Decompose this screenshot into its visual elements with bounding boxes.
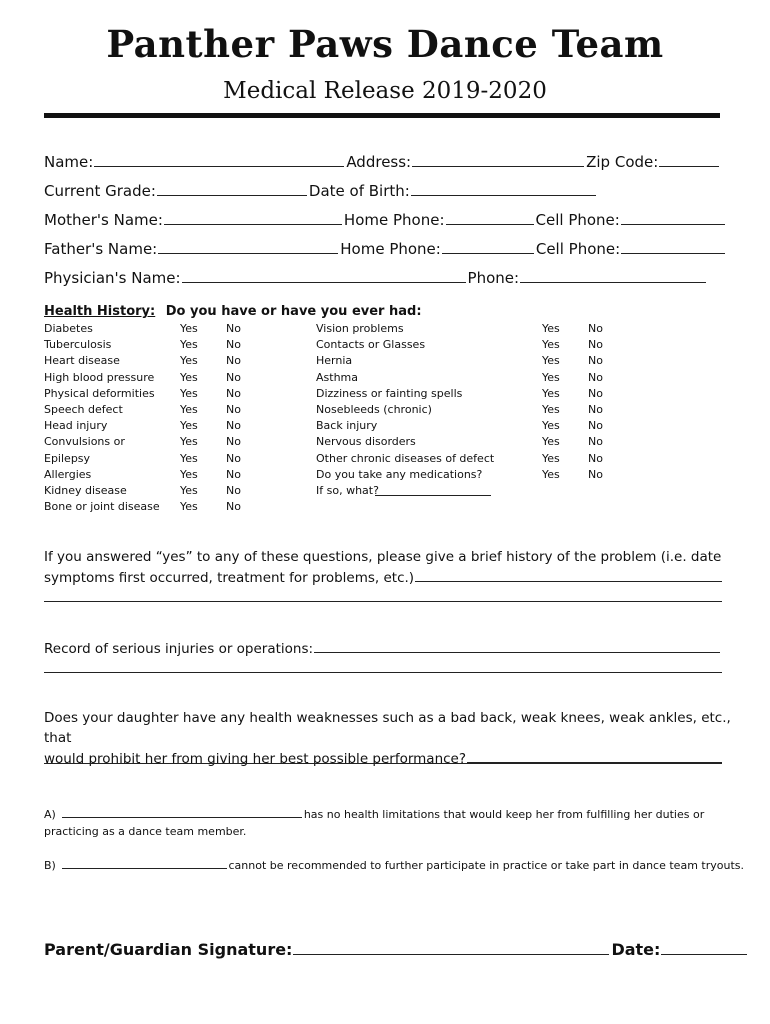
no-option[interactable]: No	[226, 467, 241, 481]
no-option[interactable]: No	[588, 386, 603, 400]
no-option[interactable]: No	[226, 322, 241, 335]
no-option[interactable]: No	[226, 386, 241, 400]
condition-label: Dizziness or fainting spells	[316, 386, 463, 400]
yes-option[interactable]: Yes	[542, 467, 560, 481]
question-yes-history	[44, 547, 734, 588]
condition-label: Nervous disorders	[316, 435, 416, 449]
grade-field[interactable]	[157, 181, 307, 196]
yes-option[interactable]: Yes	[180, 467, 198, 481]
date-label: Date:	[611, 940, 661, 959]
mother-home-field[interactable]	[446, 210, 534, 225]
condition-label: Do you take any medications?	[316, 467, 483, 481]
father-home-label: Home Phone:	[340, 240, 441, 258]
no-option[interactable]: No	[226, 354, 241, 368]
no-option[interactable]: No	[588, 451, 603, 465]
mother-cell-field[interactable]	[621, 210, 725, 225]
form-title: Panther Paws Dance Team	[106, 22, 664, 66]
condition-label: Convulsions or	[44, 435, 125, 449]
no-option[interactable]: No	[588, 322, 603, 335]
yes-option[interactable]: Yes	[180, 322, 198, 335]
medications-field[interactable]	[375, 495, 491, 496]
health-history-question: Do you have or have you ever had:	[165, 304, 422, 319]
yes-option[interactable]: Yes	[180, 386, 198, 400]
grade-label: Current Grade:	[44, 182, 156, 200]
yes-option[interactable]: Yes	[542, 338, 560, 352]
condition-label: High blood pressure	[44, 370, 155, 384]
yes-option[interactable]: Yes	[180, 338, 198, 352]
condition-label: Speech defect	[44, 403, 123, 416]
signature-label: Parent/Guardian Signature:	[44, 940, 293, 959]
info-row-father	[44, 239, 727, 258]
condition-label: Epilepsy	[44, 451, 91, 465]
yes-option[interactable]: Yes	[180, 484, 198, 497]
mother-field[interactable]	[164, 210, 342, 225]
name-field[interactable]	[94, 152, 344, 167]
condition-label: Asthma	[316, 370, 358, 384]
statement-a-label: A)	[44, 808, 56, 821]
physician-phone-field[interactable]	[520, 268, 706, 283]
signature-row	[44, 938, 749, 959]
question-weaknesses	[44, 708, 734, 769]
no-option[interactable]: No	[588, 467, 603, 481]
condition-label: Head injury	[44, 419, 108, 433]
no-option[interactable]: No	[226, 484, 241, 497]
address-label: Address:	[346, 153, 412, 171]
signature-field[interactable]	[293, 938, 609, 955]
info-row-grade	[44, 181, 598, 200]
condition-label: Vision problems	[316, 322, 404, 335]
yes-option[interactable]: Yes	[180, 500, 198, 514]
form-subtitle: Medical Release 2019-2020	[223, 78, 547, 104]
physician-label: Physician's Name:	[44, 269, 181, 287]
name-label: Name:	[44, 153, 94, 171]
father-cell-field[interactable]	[621, 239, 725, 254]
zip-label: Zip Code:	[586, 153, 659, 171]
info-row-name	[44, 152, 721, 171]
statement-b-name-field[interactable]	[62, 857, 227, 869]
health-history-label: Health History:	[44, 304, 156, 319]
statement-a-text2: practicing as a dance team member.	[44, 825, 247, 838]
condition-label: Nosebleeds (chronic)	[316, 403, 432, 416]
yes-option[interactable]: Yes	[542, 370, 560, 384]
condition-label: Diabetes	[44, 322, 93, 335]
yes-history-extra-line[interactable]	[44, 601, 722, 602]
father-label: Father's Name:	[44, 240, 158, 258]
question-yes-history-line2: symptoms first occurred, treatment for problems, etc.)	[44, 570, 415, 586]
statement-b-text: cannot be recommended to further participate in practice or take part in dance team tryouts.	[228, 859, 744, 872]
yes-option[interactable]: Yes	[180, 419, 198, 433]
condition-label: Hernia	[316, 354, 353, 368]
header-divider	[44, 113, 720, 118]
question-injuries	[44, 638, 722, 659]
no-option[interactable]: No	[226, 435, 241, 449]
mother-cell-label: Cell Phone:	[535, 211, 620, 229]
physician-phone-label: Phone:	[467, 269, 520, 287]
father-cell-label: Cell Phone:	[535, 240, 621, 258]
dob-field[interactable]	[411, 181, 596, 196]
info-row-mother	[44, 210, 727, 229]
zip-field[interactable]	[659, 152, 719, 167]
statement-b-label: B)	[44, 859, 56, 872]
yes-option[interactable]: Yes	[542, 451, 560, 465]
question-injuries-label: Record of serious injuries or operations:	[44, 641, 314, 657]
weaknesses-extra-line[interactable]	[44, 763, 722, 764]
condition-label: Heart disease	[44, 354, 120, 368]
no-option[interactable]: No	[588, 419, 603, 433]
mother-label: Mother's Name:	[44, 211, 163, 229]
no-option[interactable]: No	[588, 370, 603, 384]
yes-history-field[interactable]	[415, 567, 722, 582]
no-option[interactable]: No	[226, 338, 241, 352]
date-field[interactable]	[661, 938, 747, 955]
yes-option[interactable]: Yes	[542, 322, 560, 335]
mother-home-label: Home Phone:	[343, 211, 445, 229]
yes-option[interactable]: Yes	[180, 435, 198, 449]
no-option[interactable]: No	[588, 435, 603, 449]
condition-label: Back injury	[316, 419, 378, 433]
yes-option[interactable]: Yes	[542, 354, 560, 368]
yes-option[interactable]: Yes	[542, 435, 560, 449]
statement-a	[44, 806, 744, 838]
no-option[interactable]: No	[226, 370, 241, 384]
yes-option[interactable]: Yes	[180, 354, 198, 368]
condition-label: If so, what?	[316, 484, 379, 497]
yes-option[interactable]: Yes	[542, 386, 560, 400]
address-field[interactable]	[412, 152, 584, 167]
condition-label: Kidney disease	[44, 484, 127, 497]
condition-label: Allergies	[44, 467, 92, 481]
no-option[interactable]: No	[588, 338, 603, 352]
no-option[interactable]: No	[588, 354, 603, 368]
statement-a-name-field[interactable]	[62, 806, 302, 818]
no-option[interactable]: No	[226, 403, 241, 416]
no-option[interactable]: No	[226, 419, 241, 433]
yes-option[interactable]: Yes	[180, 403, 198, 416]
father-field[interactable]	[158, 239, 338, 254]
no-option[interactable]: No	[226, 451, 241, 465]
statement-b	[44, 857, 744, 872]
dob-label: Date of Birth:	[308, 182, 410, 200]
weaknesses-field[interactable]	[467, 748, 722, 763]
condition-label: Bone or joint disease	[44, 500, 160, 514]
condition-label: Physical deformities	[44, 386, 155, 400]
condition-label: Tuberculosis	[44, 338, 112, 352]
question-weaknesses-line2: would prohibit her from giving her best possible performance?	[44, 751, 467, 767]
question-yes-history-line1: If you answered “yes” to any of these questions, please give a brief history of the problem (i.e. date	[44, 549, 722, 565]
info-row-physician	[44, 268, 708, 287]
yes-option[interactable]: Yes	[180, 451, 198, 465]
no-option[interactable]: No	[226, 500, 241, 514]
statement-a-text1: has no health limitations that would keep her from fulfilling her duties or	[303, 808, 705, 821]
health-history-heading	[44, 304, 422, 319]
injuries-extra-line[interactable]	[44, 672, 722, 673]
injuries-field[interactable]	[314, 638, 720, 653]
no-option[interactable]: No	[588, 403, 603, 416]
yes-option[interactable]: Yes	[542, 403, 560, 416]
yes-option[interactable]: Yes	[180, 370, 198, 384]
physician-field[interactable]	[182, 268, 466, 283]
question-weaknesses-line1: Does your daughter have any health weaknesses such as a bad back, weak knees, weak ankles, etc., that	[44, 710, 731, 746]
condition-label: Other chronic diseases of defect	[316, 451, 495, 465]
father-home-field[interactable]	[442, 239, 534, 254]
yes-option[interactable]: Yes	[542, 419, 560, 433]
condition-label: Contacts or Glasses	[316, 338, 426, 352]
